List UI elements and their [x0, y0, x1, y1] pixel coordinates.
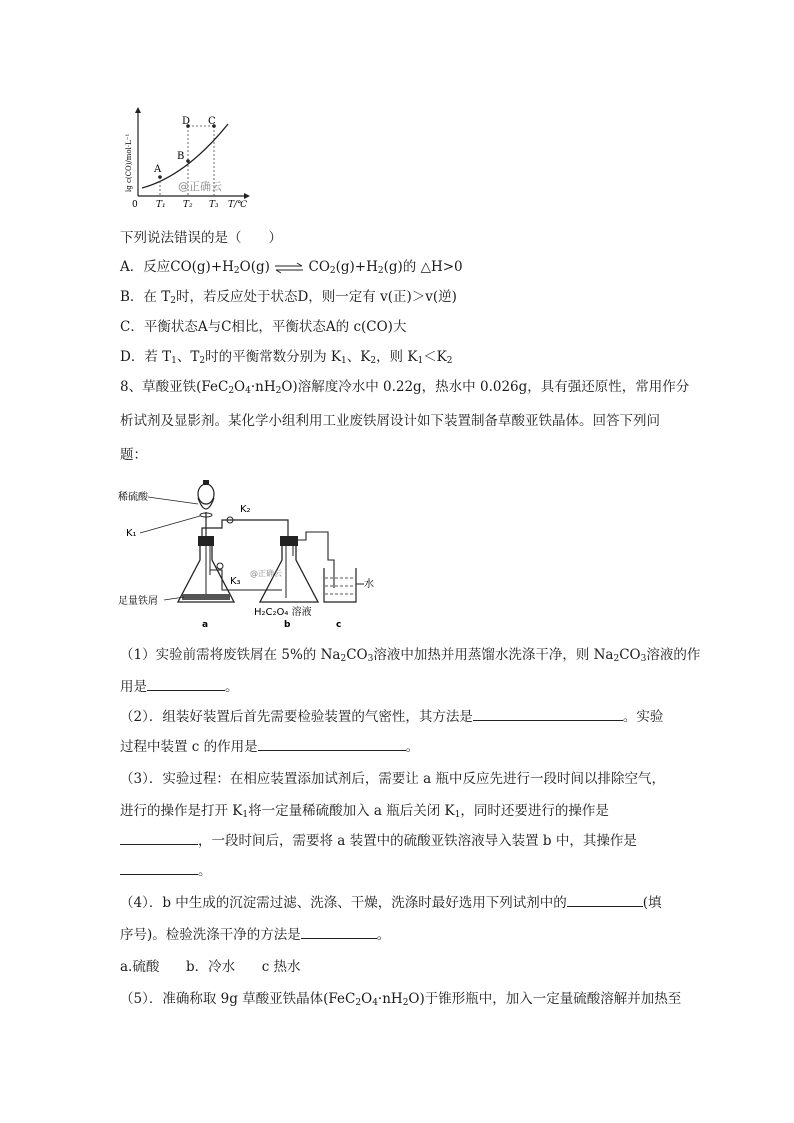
label-iron-scraps: 足量铁屑: [118, 596, 158, 607]
label-c: c: [336, 620, 342, 630]
point-c-label: C: [208, 116, 216, 127]
sub4-line2: [120, 926, 390, 944]
reagent-option-b[interactable]: b．冷水: [185, 959, 236, 975]
q7-a-text1: A．反应CO(g)+H: [120, 259, 234, 275]
q7-option-b[interactable]: B．在 $T_2$时，若反应处于状态D，则一定有 v(正)＞v(逆): [120, 289, 457, 306]
label-water: 水: [364, 579, 374, 590]
sub3-line2: 进行的操作是打开 $K_1$将一定量稀硫酸加入 a 瓶后关闭 $K_1$，同时还要进行的操作是: [120, 803, 609, 820]
answer-blank-6[interactable]: [567, 894, 643, 907]
watermark: @正确云: [178, 180, 222, 193]
q8-line3: 题：: [120, 447, 147, 463]
sub3-line4: [120, 862, 212, 880]
q7-a-text5: (g)的 △H>0: [383, 259, 463, 275]
q7-d-text5: ，则 K: [376, 349, 418, 365]
q8-l1-t1: 8、草酸亚铁(FeC: [120, 379, 229, 395]
s2-l2-t1: 过程中装置 c 的作用是: [120, 739, 258, 755]
answer-blank-5[interactable]: [120, 862, 198, 875]
s1-l2-t2: 。: [225, 679, 239, 695]
q7-c-text1: C．平衡状态A与C相比，平衡状态A的: [120, 319, 354, 335]
s3-t1: 进行的操作是打开 K: [120, 803, 243, 819]
s3-t3: ，同时还要进行的操作是: [460, 803, 609, 819]
q8-l1-t3: ·nH: [250, 379, 276, 395]
sub3-line3: [120, 832, 637, 850]
q7-d-text3: 时的平衡常数分别为 K: [205, 349, 341, 365]
sub4-line1: [120, 894, 662, 912]
s1-t1: （1）实验前需将废铁屑在 5%的 Na: [120, 647, 341, 663]
q7-b-text1: B．在 T: [120, 289, 171, 305]
x-axis-label: T/℃: [228, 200, 248, 210]
sub2-line2: [120, 738, 419, 756]
q7-a-text3: CO: [308, 259, 330, 275]
q7-option-d[interactable]: D．若 $T_1$、$T_2$时的平衡常数分别为 $K_1$、$K_2$，则 $K_1<K_2$: [120, 349, 453, 366]
answer-blank-4[interactable]: [120, 832, 198, 845]
q7-stem: 下列说法错误的是（ ）: [120, 230, 282, 246]
label-oxalic-solution: H₂C₂O₄ 溶液: [254, 607, 312, 618]
y-axis-label: lg c(CO)/mol·L⁻¹: [125, 133, 133, 192]
sub5-line1: （5）．准确称取 9g 草酸亚铁晶体$(FeC_2O_4\cdot nH_2O)$于锥形瓶中，加入一定量硫酸溶解并加热至: [120, 991, 682, 1008]
sub1-line2: [120, 678, 239, 696]
q7-d-text6: ＜K: [423, 349, 447, 365]
s1-t4: CO: [619, 647, 641, 663]
q7-d-text1: D．若 T: [120, 349, 172, 365]
s3-t4: ，一段时间后，需要将 a 装置中的硫酸亚铁溶液导入装置 b 中，其操作是: [198, 833, 637, 849]
s4-l2-t1: 序号)。检验洗涤干净的方法是: [120, 927, 301, 943]
s2-t2: 。实验: [622, 709, 664, 725]
s5-t2: O: [361, 991, 373, 1007]
answer-blank-1[interactable]: [147, 678, 225, 691]
label-k1: K₁: [126, 528, 137, 539]
point-a-label: A: [154, 164, 162, 175]
s1-t5: 溶液的作: [646, 647, 701, 663]
watermark-2: @正确云: [250, 569, 282, 578]
q8-l1-t4: O)溶解度冷水中 0.22g，热水中 0.026g，具有强还原性，常用作分: [281, 379, 690, 395]
answer-blank-7[interactable]: [301, 926, 377, 939]
s4-t2: (填: [642, 895, 662, 911]
point-d-label: D: [182, 116, 191, 127]
apparatus-diagram: [118, 480, 374, 630]
tick-t3: T₃: [209, 200, 219, 210]
q7-option-c[interactable]: [120, 318, 406, 336]
q8-line1: 8、草酸亚铁$(FeC_2O_4\cdot nH_2O)$溶解度冷水中 0.22g，热水中 0.026g，具有强还原性，常用作分: [120, 379, 690, 396]
q7-a-text2: O(g): [239, 259, 270, 275]
s2-t1: （2）．组装好装置后首先需要检验装置的气密性，其方法是: [120, 709, 473, 725]
label-a: a: [202, 620, 209, 630]
s4-t1: （4）．b 中生成的沉淀需过滤、洗涤、干燥，洗涤时最好选用下列试剂中的: [120, 895, 567, 911]
sub3-line1: （3）．实验过程：在相应装置添加试剂后，需要让 a 瓶中反应先进行一段时间以排除空气，: [120, 771, 665, 787]
q7-b-text2: 时，若反应处于状态D，则一定有 v(正)＞v(逆): [175, 289, 457, 305]
q7-c-text2: c(CO)大: [353, 319, 407, 335]
q7-option-a[interactable]: A．反应$CO(g)+H_2O(g)$ $CO_2(g)+H_2(g)$的 △H>0: [120, 259, 463, 276]
s3-t5: 。: [198, 863, 212, 879]
s4-l2-t2: 。: [376, 927, 391, 943]
s3-t2: 将一定量稀硫酸加入 a 瓶后关闭 K: [248, 803, 455, 819]
q8-line2: 析试剂及显影剂。某化学小组利用工业废铁屑设计如下装置制备草酸亚铁晶体。回答下列问: [120, 413, 660, 429]
q7-d-text4: 、K: [346, 349, 371, 365]
q7-a-text4: (g)+H: [335, 259, 378, 275]
s5-t1: （5）．准确称取 9g 草酸亚铁晶体(FeC: [120, 991, 356, 1007]
s1-t2: CO: [346, 647, 368, 663]
label-b: b: [284, 620, 291, 630]
q8-l1-t2: O: [234, 379, 246, 395]
tick-t1: T₁: [156, 200, 166, 210]
label-k3: K₃: [230, 576, 241, 587]
reagent-option-a[interactable]: a.硫酸: [120, 959, 160, 975]
label-k2: K₂: [240, 504, 251, 515]
equilibrium-graph: [116, 104, 256, 214]
s1-l2-t1: 用是: [120, 679, 147, 695]
s5-t3: ·nH: [377, 991, 403, 1007]
answer-blank-2[interactable]: [473, 708, 623, 721]
answer-blank-3[interactable]: [258, 738, 406, 751]
point-b-label: B: [177, 151, 185, 162]
sub4-options: [120, 958, 301, 976]
equilibrium-arrow-icon: [274, 263, 304, 273]
tick-t2: T₂: [183, 200, 193, 210]
s1-t3: 溶液中加热并用蒸馏水洗涤干净，则 Na: [373, 647, 614, 663]
sub1-line1: （1）实验前需将废铁屑在 5%的 $Na_2CO_3$溶液中加热并用蒸馏水洗涤干净，则 $Na_2CO_3$溶液的作: [120, 647, 701, 664]
origin-label: 0: [132, 200, 138, 210]
sub2-line1: [120, 708, 663, 726]
q7-d-text2: 、T: [176, 349, 200, 365]
s2-l2-t2: 。: [405, 739, 420, 755]
reagent-option-c[interactable]: c 热水: [261, 959, 301, 975]
s5-t4: O)于锥形瓶中，加入一定量硫酸溶解并加热至: [408, 991, 682, 1007]
label-dilute-sulfuric-acid: 稀硫酸: [118, 492, 148, 503]
